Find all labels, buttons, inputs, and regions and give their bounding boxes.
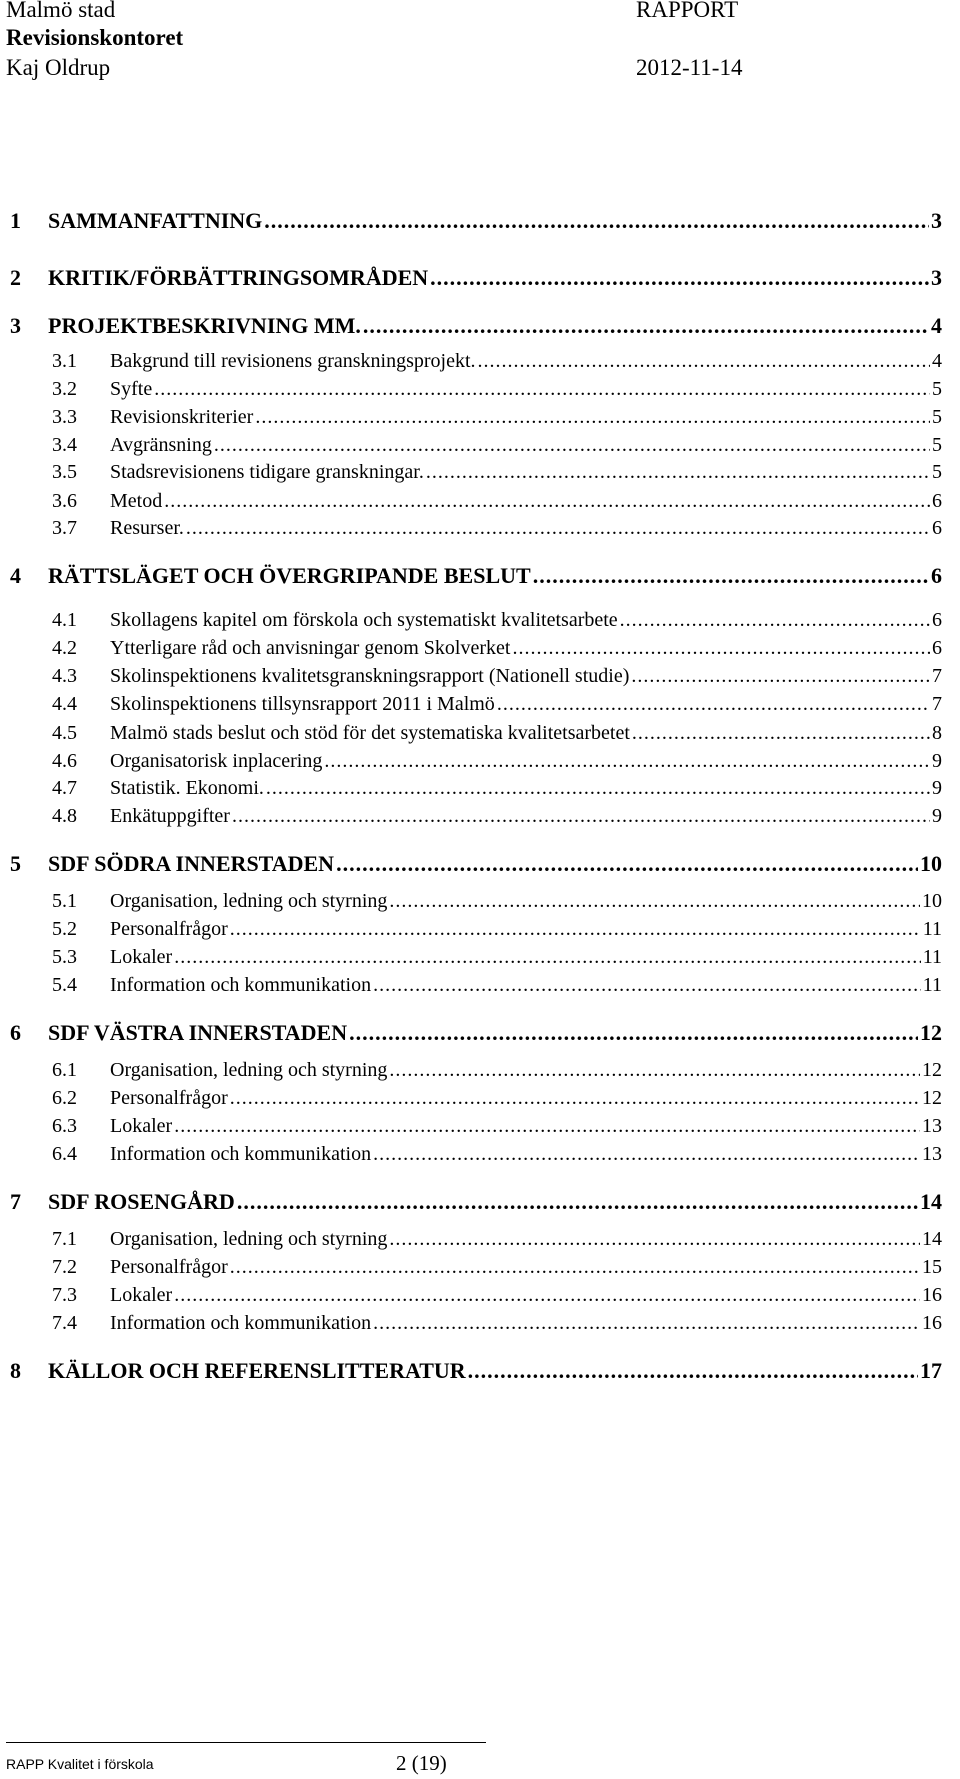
toc-entry[interactable]: [52, 665, 942, 693]
toc-entry-page: 6: [932, 490, 942, 512]
toc-entry[interactable]: [52, 946, 942, 974]
toc-entry-page: 5: [932, 406, 942, 428]
toc-entry-page: 15: [922, 1256, 942, 1278]
toc-entry[interactable]: [52, 1059, 942, 1087]
toc-dot-leader: [230, 918, 921, 941]
toc-entry-page: 11: [922, 974, 942, 996]
toc-entry-number: 3.1: [52, 350, 77, 372]
toc-entry[interactable]: [52, 406, 942, 434]
toc-entry-number: 2: [10, 265, 21, 290]
toc-entry-page: 6: [931, 563, 942, 588]
toc-entry-page: 7: [932, 665, 942, 687]
toc-entry-number: 4.1: [52, 609, 77, 631]
toc-entry-page: 13: [922, 1115, 942, 1137]
toc-dot-leader: [237, 1189, 918, 1215]
toc-dot-leader: [174, 1284, 920, 1307]
toc-entry[interactable]: [52, 722, 942, 750]
toc-entry-number: 7.2: [52, 1256, 77, 1278]
toc-dot-leader: [533, 563, 929, 589]
toc-entry-number: 5: [10, 851, 21, 876]
toc-entry[interactable]: [52, 777, 942, 805]
toc-entry-page: 9: [932, 777, 942, 799]
toc-entry-number: 7: [10, 1189, 21, 1214]
toc-entry[interactable]: [52, 1087, 942, 1115]
toc-entry-number: 4.2: [52, 637, 77, 659]
toc-entry-title: Information och kommunikation: [110, 1143, 372, 1165]
toc-entry-number: 6.3: [52, 1115, 77, 1137]
toc-dot-leader: [255, 406, 930, 429]
toc-entry[interactable]: [10, 1358, 942, 1386]
toc-entry-number: 3.6: [52, 490, 77, 512]
toc-entry-title: Skolinspektionens tillsynsrapport 2011 i Malmö: [110, 693, 495, 715]
toc-entry-title: Skollagens kapitel om förskola och systematiskt kvalitetsarbete: [110, 609, 618, 631]
toc-entry[interactable]: [52, 461, 942, 489]
toc-dot-leader: [336, 851, 918, 877]
toc-dot-leader: [230, 1256, 920, 1279]
toc-entry-title: Malmö stads beslut och stöd för det systematiska kvalitetsarbetet: [110, 722, 630, 744]
toc-entry-title: Personalfrågor: [110, 918, 228, 940]
toc-entry[interactable]: [52, 1228, 942, 1256]
toc-entry-page: 5: [932, 434, 942, 456]
toc-entry-page: 16: [922, 1284, 942, 1306]
toc-entry-title: Statistik. Ekonomi.: [110, 777, 264, 799]
toc-entry-number: 6.4: [52, 1143, 77, 1165]
toc-entry[interactable]: [52, 517, 942, 545]
toc-entry-title: RÄTTSLÄGET OCH ÖVERGRIPANDE BESLUT: [48, 563, 531, 588]
toc-entry-title: Personalfrågor: [110, 1087, 228, 1109]
toc-entry[interactable]: [52, 750, 942, 778]
toc-dot-leader: [174, 946, 921, 969]
toc-entry[interactable]: [10, 851, 942, 879]
toc-entry[interactable]: [52, 1312, 942, 1340]
toc-entry-number: 6.2: [52, 1087, 77, 1109]
header-doc-type: RAPPORT: [636, 0, 739, 22]
toc-entry-title: Personalfrågor: [110, 1256, 228, 1278]
footer-page-number: 2 (19): [396, 1751, 447, 1775]
toc-entry[interactable]: [52, 609, 942, 637]
toc-entry-page: 17: [920, 1358, 942, 1383]
toc-dot-leader: [478, 350, 930, 373]
toc-entry-page: 16: [922, 1312, 942, 1334]
toc-entry[interactable]: [52, 693, 942, 721]
toc-dot-leader: [389, 890, 920, 913]
toc-entry-number: 4.4: [52, 693, 77, 715]
toc-entry-title: SAMMANFATTNING: [48, 208, 263, 233]
toc-dot-leader: [620, 609, 930, 632]
toc-dot-leader: [430, 265, 929, 291]
toc-entry-page: 4: [932, 350, 942, 372]
toc-entry-page: 6: [932, 517, 942, 539]
toc-entry[interactable]: [52, 1284, 942, 1312]
toc-entry-page: 6: [932, 609, 942, 631]
toc-entry-number: 4: [10, 563, 21, 588]
toc-entry[interactable]: [52, 918, 942, 946]
toc-entry-title: Skolinspektionens kvalitetsgranskningsrapport (Nationell studie): [110, 665, 630, 687]
toc-dot-leader: [373, 1143, 920, 1166]
toc-dot-leader: [214, 434, 930, 457]
toc-dot-leader: [389, 1059, 920, 1082]
toc-entry-page: 9: [932, 805, 942, 827]
toc-entry[interactable]: [10, 563, 942, 591]
toc-entry[interactable]: [52, 490, 942, 518]
toc-entry-page: 3: [931, 265, 942, 290]
toc-entry-title: KRITIK/FÖRBÄTTRINGSOMRÅDEN: [48, 265, 429, 290]
toc-dot-leader: [266, 777, 930, 800]
toc-entry-number: 5.1: [52, 890, 77, 912]
toc-dot-leader: [186, 517, 930, 540]
toc-entry[interactable]: [52, 974, 942, 1002]
header-unit: Revisionskontoret: [6, 25, 184, 50]
toc-dot-leader: [631, 665, 930, 688]
toc-entry-title: Information och kommunikation: [110, 974, 372, 996]
toc-dot-leader: [468, 1358, 918, 1384]
toc-entry-title: SDF SÖDRA INNERSTADEN: [48, 851, 335, 876]
toc-entry[interactable]: [52, 434, 942, 462]
toc-dot-leader: [232, 805, 930, 828]
toc-entry-page: 11: [922, 946, 942, 968]
toc-entry-number: 4.6: [52, 750, 77, 772]
toc-entry-page: 5: [932, 461, 942, 483]
toc-entry[interactable]: [52, 805, 942, 833]
toc-entry-title: Bakgrund till revisionens granskningsprojekt.: [110, 350, 476, 372]
toc-dot-leader: [512, 637, 930, 660]
toc-entry-number: 3.4: [52, 434, 77, 456]
toc-dot-leader: [164, 490, 930, 513]
toc-entry-title: Organisatorisk inplacering: [110, 750, 323, 772]
toc-entry-title: Revisionskriterier: [110, 406, 254, 428]
toc-entry[interactable]: [52, 350, 942, 378]
toc-entry[interactable]: [52, 890, 942, 918]
toc-entry-title: Organisation, ledning och styrning: [110, 1059, 388, 1081]
header-org: Malmö stad: [6, 0, 116, 22]
toc-entry[interactable]: [52, 378, 942, 406]
toc-entry-number: 6: [10, 1020, 21, 1045]
footer-title: RAPP Kvalitet i förskola: [6, 1756, 154, 1772]
toc-entry-title: Lokaler: [110, 1284, 173, 1306]
toc-entry[interactable]: [10, 208, 942, 236]
toc-entry[interactable]: [10, 1189, 942, 1217]
toc-entry[interactable]: [52, 1115, 942, 1143]
toc-entry-title: Organisation, ledning och styrning: [110, 890, 388, 912]
footer-divider: [6, 1742, 486, 1743]
toc-dot-leader: [632, 722, 930, 745]
toc-entry-page: 12: [922, 1059, 942, 1081]
toc-entry-page: 11: [922, 918, 942, 940]
toc-entry-title: Lokaler: [110, 946, 173, 968]
toc-entry-title: SDF VÄSTRA INNERSTADEN: [48, 1020, 348, 1045]
toc-entry-title: Syfte: [110, 378, 153, 400]
toc-dot-leader: [363, 313, 929, 339]
toc-entry-number: 7.1: [52, 1228, 77, 1250]
toc-dot-leader: [230, 1087, 920, 1110]
toc-entry-number: 4.3: [52, 665, 77, 687]
toc-entry-page: 14: [920, 1189, 942, 1214]
toc-entry-title: Metod: [110, 490, 163, 512]
toc-entry-page: 12: [920, 1020, 942, 1045]
toc-entry[interactable]: [52, 1256, 942, 1284]
toc-entry-page: 5: [932, 378, 942, 400]
toc-entry[interactable]: [10, 1020, 942, 1048]
toc-entry-page: 10: [920, 851, 942, 876]
toc-entry-number: 5.3: [52, 946, 77, 968]
toc-entry-title: Ytterligare råd och anvisningar genom Skolverket: [110, 637, 511, 659]
toc-dot-leader: [174, 1115, 920, 1138]
toc-dot-leader: [373, 1312, 920, 1335]
toc-entry[interactable]: [52, 1143, 942, 1171]
toc-entry-number: 8: [10, 1358, 21, 1383]
toc-entry-page: 10: [922, 890, 942, 912]
toc-entry-number: 4.5: [52, 722, 77, 744]
toc-dot-leader: [389, 1228, 920, 1251]
toc-entry-page: 9: [932, 750, 942, 772]
toc-dot-leader: [426, 461, 930, 484]
toc-entry-page: 3: [931, 208, 942, 233]
toc-entry-number: 7.3: [52, 1284, 77, 1306]
toc-entry-title: Information och kommunikation: [110, 1312, 372, 1334]
toc-dot-leader: [324, 750, 930, 773]
toc-entry-title: Avgränsning: [110, 434, 212, 456]
toc-entry-number: 7.4: [52, 1312, 77, 1334]
toc-entry[interactable]: [10, 265, 942, 293]
toc-entry-number: 3: [10, 313, 21, 338]
toc-entry-number: 4.7: [52, 777, 77, 799]
toc-dot-leader: [264, 208, 929, 234]
toc-dot-leader: [497, 693, 930, 716]
toc-entry-number: 3.5: [52, 461, 77, 483]
toc-entry-title: Resurser.: [110, 517, 184, 539]
toc-entry-title: KÄLLOR OCH REFERENSLITTERATUR: [48, 1358, 466, 1383]
toc-entry-page: 14: [922, 1228, 942, 1250]
toc-entry-number: 5.4: [52, 974, 77, 996]
toc-entry-title: Lokaler: [110, 1115, 173, 1137]
toc-entry-page: 12: [922, 1087, 942, 1109]
toc-entry-number: 3.2: [52, 378, 77, 400]
toc-entry-title: SDF ROSENGÅRD: [48, 1189, 235, 1214]
toc-entry-number: 1: [10, 208, 21, 233]
toc-entry-page: 7: [932, 693, 942, 715]
header-author: Kaj Oldrup: [6, 55, 111, 80]
toc-entry[interactable]: [10, 313, 942, 341]
toc-entry-page: 8: [932, 722, 942, 744]
toc-entry-page: 4: [931, 313, 942, 338]
toc-entry-number: 3.7: [52, 517, 77, 539]
toc-dot-leader: [154, 378, 930, 401]
header-date: 2012-11-14: [636, 55, 743, 80]
toc-entry-title: Organisation, ledning och styrning: [110, 1228, 388, 1250]
toc-dot-leader: [373, 974, 921, 997]
toc-dot-leader: [349, 1020, 918, 1046]
toc-entry-title: Enkätuppgifter: [110, 805, 230, 827]
toc-entry-page: 6: [932, 637, 942, 659]
toc-entry-number: 3.3: [52, 406, 77, 428]
toc-entry-page: 13: [922, 1143, 942, 1165]
toc-entry-number: 4.8: [52, 805, 77, 827]
toc-entry-title: PROJEKTBESKRIVNING MM.: [48, 313, 361, 338]
toc-entry-number: 6.1: [52, 1059, 77, 1081]
toc-entry[interactable]: [52, 637, 942, 665]
toc-entry-number: 5.2: [52, 918, 77, 940]
toc-entry-title: Stadsrevisionens tidigare granskningar.: [110, 461, 424, 483]
